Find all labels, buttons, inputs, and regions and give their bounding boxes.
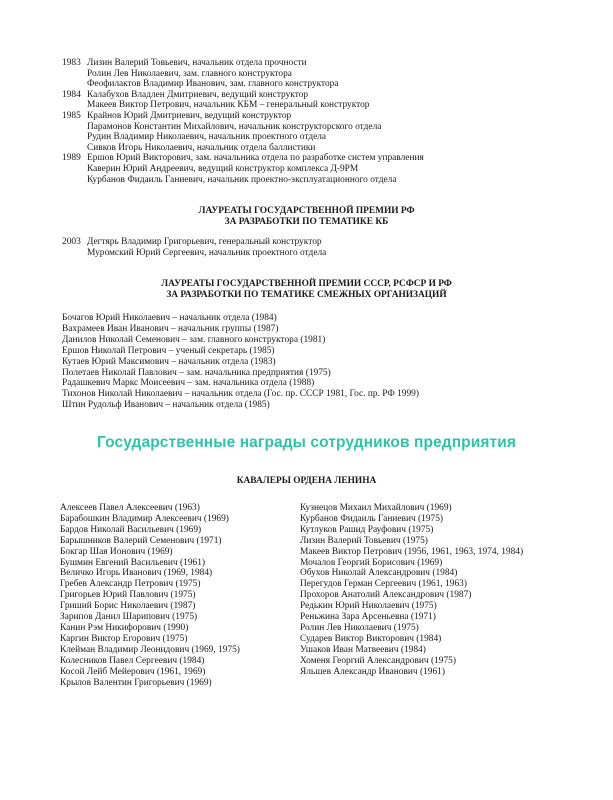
cavalier-entry: Барышников Валерий Семенович (1971) — [60, 535, 222, 546]
laureate-row — [62, 248, 582, 259]
cavalier-entry: Канин Рэм Никифорович (1990) — [60, 622, 189, 633]
cavalier-entry: Перегудов Герман Сергеевич (1961, 1963) — [300, 579, 467, 590]
laureate-entry: Данилов Николай Семенович – зам. главного конструктора (1981) — [62, 334, 326, 345]
lenin-right-column — [300, 503, 523, 688]
laureate-row — [62, 111, 582, 122]
year-label: 1989 — [62, 153, 81, 164]
laureate-entry: Парамонов Константин Михайлович, начальник конструкторского отдела — [87, 121, 382, 132]
cavalier-entry: Алексеев Павел Алексеевич (1963) — [60, 503, 200, 513]
heading-line: ЛАУРЕАТЫ ГОСУДАРСТВЕННОЙ ПРЕМИИ РФ — [198, 206, 415, 216]
laureate-entry: Кутаев Юрий Максимович – начальник отдела (1983) — [62, 356, 276, 367]
laureate-entry: Вахрамеев Иван Иванович – начальник группы (1987) — [62, 323, 279, 334]
cavalier-entry: Хоменя Георгий Александрович (1975) — [300, 655, 456, 666]
section-heading-related-orgs — [0, 279, 613, 301]
laureate-row — [62, 69, 582, 80]
laureate-row — [62, 58, 582, 69]
laureate-entry: Курбанов Фидаиль Ганиевич, начальник проектно-эксплуатационного отдела — [87, 174, 397, 185]
laureate-entry: Тихонов Николай Николаевич – начальник отдела (Гос. пр. СССР 1981, Гос. пр. РФ 1999) — [62, 389, 419, 400]
cavalier-entry: Реньжина Зара Арсеньевна (1971) — [300, 612, 436, 623]
year-label: 1983 — [62, 58, 81, 68]
cavalier-entry: Бокгар Шая Ионович (1969) — [60, 546, 173, 557]
section-heading-order-of-lenin: КАВАЛЕРЫ ОРДЕНА ЛЕНИНА — [236, 476, 377, 486]
cavalier-entry: Мочалов Георгий Борисович (1969) — [300, 557, 443, 568]
laureate-row — [62, 237, 582, 248]
cavalier-entry: Бушмин Евгений Васильевич (1961) — [60, 557, 206, 568]
laureates-kb-list — [62, 58, 582, 185]
laureate-row — [62, 143, 582, 154]
heading-line: ЛАУРЕАТЫ ГОСУДАРСТВЕННОЙ ПРЕМИИ СССР, РСФСР И РФ — [161, 279, 452, 289]
cavalier-entry: Крылов Валентин Григорьевич (1969) — [60, 677, 212, 688]
year-label: 2003 — [62, 237, 81, 247]
cavalier-entry: Ролин Лев Николаевич (1975) — [300, 622, 419, 633]
section-heading-rf-prize — [0, 206, 613, 228]
laureate-entry: Ершов Юрий Викторович, зам. начальника отдела по разработке систем управления — [87, 153, 424, 164]
year-label — [62, 79, 87, 90]
laureate-row — [62, 164, 582, 175]
cavalier-entry: Макеев Виктор Петрович (1956, 1961, 1963, 1974, 1984) — [300, 546, 524, 557]
laureate-entry: Крайнов Юрий Дмитриевич, ведущий конструктор — [87, 110, 292, 121]
cavalier-entry: Редькин Юрий Николаевич (1975) — [300, 601, 437, 612]
cavalier-entry: Барабошкин Владимир Алексеевич (1969) — [60, 513, 229, 524]
cavalier-entry: Гребев Александр Петрович (1975) — [60, 579, 201, 590]
year-label — [62, 132, 87, 143]
laureate-row — [62, 153, 582, 164]
year-label — [62, 122, 87, 133]
cavalier-entry: Григорьев Юрий Павлович (1975) — [60, 590, 196, 601]
lenin-left-column — [60, 503, 300, 688]
heading-line: ЗА РАЗРАБОТКИ ПО ТЕМАТИКЕ СМЕЖНЫХ ОРГАНИЗАЦИЙ — [166, 290, 447, 300]
laureate-entry: Рудин Владимир Николаевич, начальник проектного отдела — [87, 132, 327, 143]
year-label — [62, 164, 87, 175]
laureate-row — [62, 79, 582, 90]
year-label: 1984 — [62, 89, 81, 100]
cavalier-entry: Косой Лейб Мейерович (1961, 1969) — [60, 666, 206, 677]
cavalier-entry: Лизин Валерий Товьевич (1975) — [300, 535, 428, 546]
heading-line: ЗА РАЗРАБОТКИ ПО ТЕМАТИКЕ КБ — [224, 217, 389, 227]
awards-title: Государственные награды сотрудников предприятия — [97, 434, 516, 451]
year-label: 1985 — [62, 110, 81, 121]
laureate-entry: Калабухов Владлен Дмитриевич, ведущий конструктор — [87, 89, 309, 100]
laureate-entry: Полетаев Николай Павлович – зам. начальника предприятия (1975) — [62, 367, 331, 378]
laureate-row — [62, 90, 582, 101]
cavalier-entry: Колесников Павел Сергеевич (1984) — [60, 655, 205, 666]
laureates-related-list — [62, 313, 582, 411]
cavalier-entry: Величко Игорь Иванович (1969, 1984) — [60, 568, 213, 579]
laureate-entry: Дегтярь Владимир Григорьевич, генеральный конструктор — [87, 237, 322, 247]
year-label — [62, 175, 87, 186]
laureate-entry: Каверин Юрий Андреевич, ведущий конструктор комплекса Д-9РМ — [87, 163, 359, 174]
laureate-entry: Феофилактов Владимир Иванович, зам. главного конструктора — [87, 79, 339, 90]
laureate-entry: Муромский Юрий Сергеевич, начальник проектного отдела — [87, 247, 327, 258]
laureate-entry: Лизин Валерий Товьевич, начальник отдела прочности — [87, 58, 307, 68]
year-label — [62, 143, 87, 154]
laureate-row — [62, 175, 582, 186]
cavalier-entry: Ушаков Иван Матвеевич (1984) — [300, 644, 426, 655]
cavalier-entry: Кутлуков Рашид Рауфович (1975) — [300, 524, 434, 535]
cavalier-entry: Гриший Борис Николаевич (1987) — [60, 601, 196, 612]
laureate-row — [62, 132, 582, 143]
cavalier-entry: Каргин Виктор Егорович (1975) — [60, 633, 188, 644]
cavalier-entry: Клейман Владимир Леонидович (1969, 1975) — [60, 644, 240, 655]
cavalier-entry: Прохоров Анатолий Александрович (1987) — [300, 590, 472, 601]
laureate-entry: Радашкевич Маркс Моисеевич – зам. начальника отдела (1988) — [62, 378, 315, 389]
cavalier-entry: Сударев Виктор Викторович (1984) — [300, 633, 442, 644]
laureate-entry: Штин Рудольф Иванович – начальник отдела (1985) — [62, 400, 270, 411]
cavalier-entry: Яльшев Александр Иванович (1961) — [300, 666, 445, 677]
year-label — [62, 100, 87, 111]
cavalier-entry: Бардов Николай Васильевич (1969) — [60, 524, 202, 535]
laureate-entry: Макеев Виктор Петрович, начальник КБМ – генеральный конструктор — [87, 100, 370, 111]
cavalier-entry: Обухов Николай Александрович (1984) — [300, 568, 458, 579]
year-label — [62, 248, 87, 259]
cavalier-entry: Кузнецов Михаил Михайлович (1969) — [300, 503, 452, 513]
laureate-row — [62, 100, 582, 111]
laureate-entry: Сивков Игорь Николаевич, начальник отдела баллистики — [87, 142, 316, 153]
laureate-entry: Бочагов Юрий Николаевич – начальник отдела (1984) — [62, 313, 277, 323]
laureate-entry: Ершов Николай Петрович – ученый секретарь (1985) — [62, 345, 275, 356]
laureates-rf-list — [62, 237, 582, 258]
order-of-lenin-columns — [60, 503, 600, 688]
laureate-row — [62, 122, 582, 133]
cavalier-entry: Зарипов Данил Шарипович (1975) — [60, 612, 198, 623]
laureate-entry: Ролин Лев Николаевич, зам. главного конструктора — [87, 68, 292, 79]
cavalier-entry: Курбанов Фидаиль Ганиевич (1975) — [300, 513, 444, 524]
year-label — [62, 69, 87, 80]
